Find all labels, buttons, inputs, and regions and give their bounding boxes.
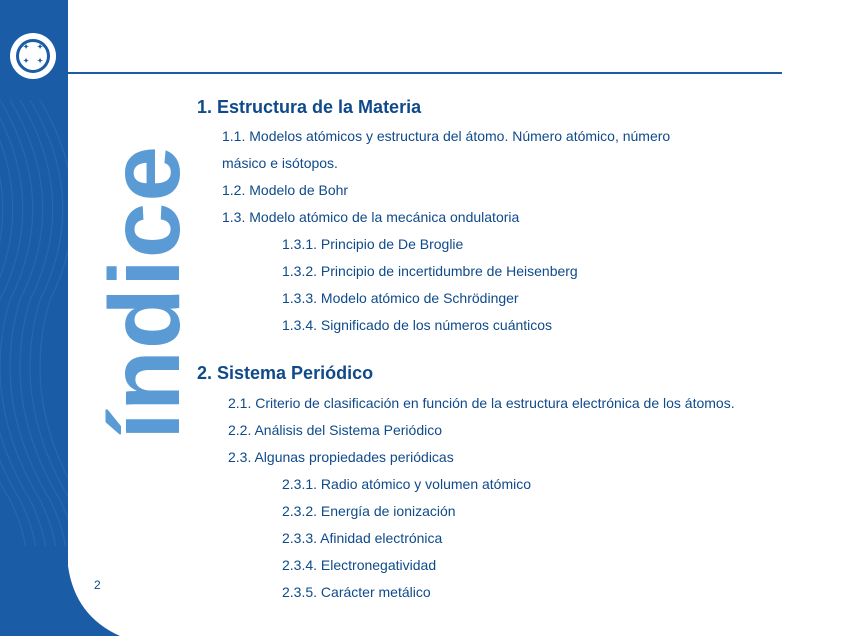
toc-subitem: 2.3.3. Afinidad electrónica	[282, 530, 443, 546]
sidebar-band	[0, 0, 68, 636]
toc-subitem: 1.3.2. Principio de incertidumbre de Heisenberg	[282, 263, 578, 279]
institution-logo-icon: ✦ ✦ ✦ ✦	[10, 33, 56, 79]
toc-subitem: 1.3.3. Modelo atómico de Schrödinger	[282, 290, 519, 306]
toc-item: 2.2. Análisis del Sistema Periódico	[228, 422, 442, 438]
toc-subitem: 2.3.1. Radio atómico y volumen atómico	[282, 476, 532, 492]
toc-item: 1.1. Modelos atómicos y estructura del átomo. Número atómico, número	[222, 128, 671, 144]
toc-item: másico e isótopos.	[222, 155, 338, 171]
section-title: 1. Estructura de la Materia	[197, 97, 422, 117]
vertical-title: índice	[89, 145, 201, 440]
toc-subitem: 1.3.1. Principio de De Broglie	[282, 236, 464, 252]
toc-item: 2.1. Criterio de clasificación en función de la estructura electrónica de los átomos.	[228, 395, 735, 411]
toc-item: 1.3. Modelo atómico de la mecánica ondulatoria	[222, 209, 520, 225]
sidebar-bottom-curve	[0, 546, 130, 636]
toc-item: 1.2. Modelo de Bohr	[222, 182, 349, 198]
toc-subitem: 1.3.4. Significado de los números cuánticos	[282, 317, 553, 333]
toc-subitem: 2.3.4. Electronegatividad	[282, 557, 437, 573]
toc-subitem: 2.3.5. Carácter metálico	[282, 584, 431, 600]
header-rule	[68, 72, 782, 74]
sidebar-wave-pattern	[0, 0, 68, 636]
toc-subitem: 2.3.2. Energía de ionización	[282, 503, 456, 519]
toc-item: 2.3. Algunas propiedades periódicas	[228, 449, 454, 465]
page-number: 2	[94, 578, 101, 592]
section-title: 2. Sistema Periódico	[197, 363, 374, 383]
